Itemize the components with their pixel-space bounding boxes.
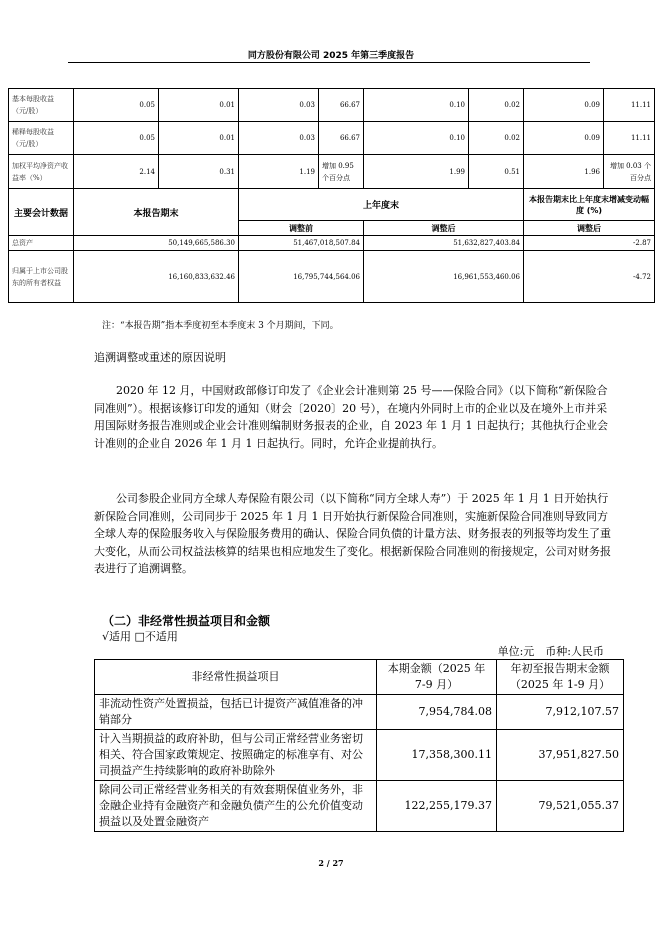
header-current-amount: 本期金额（2025 年 7-9 月） <box>377 660 497 695</box>
cell: 0.10 <box>364 122 469 155</box>
cell: 16,961,553,460.06 <box>364 251 524 303</box>
cell: 0.51 <box>469 155 524 189</box>
cell: 66.67 <box>319 89 364 122</box>
cell: 0.09 <box>524 89 604 122</box>
cell: 0.03 <box>239 122 319 155</box>
table-row <box>9 122 655 155</box>
cell: 0.31 <box>159 155 239 189</box>
cell: 16,795,744,564.06 <box>239 251 364 303</box>
table-row <box>9 155 655 189</box>
cell: -2.87 <box>524 236 655 251</box>
cell: 1.99 <box>364 155 469 189</box>
key-financial-table <box>8 88 655 303</box>
table-header-row <box>9 189 655 221</box>
header-ytd-amount: 年初至报告期末金额（2025 年 1-9 月） <box>497 660 624 695</box>
table-row <box>95 781 624 832</box>
row-label: 总资产 <box>9 236 74 251</box>
subheader-before: 调整前 <box>239 221 364 236</box>
cell: 0.05 <box>74 122 159 155</box>
cell: 66.67 <box>319 122 364 155</box>
non-recurring-table <box>94 659 624 832</box>
section-heading: 追溯调整或重述的原因说明 <box>94 351 226 364</box>
cell: 0.05 <box>74 89 159 122</box>
subheader-after: 调整后 <box>364 221 524 236</box>
row-label: 基本每股收益（元/股） <box>9 89 74 122</box>
header-item: 非经常性损益项目 <box>95 660 377 695</box>
cell: 0.02 <box>469 89 524 122</box>
page-number: 2 / 27 <box>318 858 344 868</box>
cell: 51,467,018,507.84 <box>239 236 364 251</box>
cell: -4.72 <box>524 251 655 303</box>
cell: 0.03 <box>239 89 319 122</box>
header-change: 本报告期末比上年度末增减变动幅度 (%) <box>524 189 655 221</box>
cell: 增加 0.03 个百分点 <box>604 155 655 189</box>
amount-cell: 122,255,179.37 <box>377 781 497 832</box>
amount-cell: 79,521,055.37 <box>497 781 624 832</box>
table-row <box>95 730 624 781</box>
cell: 1.96 <box>524 155 604 189</box>
item-cell: 非流动性资产处置损益，包括已计提资产减值准备的冲销部分 <box>95 695 377 730</box>
row-label: 稀释每股收益（元/股） <box>9 122 74 155</box>
row-label: 加权平均净资产收益率（%） <box>9 155 74 189</box>
row-label: 归属于上市公司股东的所有者权益 <box>9 251 74 303</box>
header-indicator: 主要会计数据 <box>9 189 74 236</box>
cell: 增加 0.95 个百分点 <box>319 155 364 189</box>
header-last-year-end: 上年度末 <box>239 189 524 221</box>
cell: 51,632,827,403.84 <box>364 236 524 251</box>
cell: 50,149,665,586.30 <box>74 236 239 251</box>
table-row <box>9 236 655 251</box>
cell: 16,160,833,632.46 <box>74 251 239 303</box>
table-row <box>95 695 624 730</box>
amount-cell: 7,912,107.57 <box>497 695 624 730</box>
item-cell: 计入当期损益的政府补助，但与公司正常经营业务密切相关、符合国家政策规定、按照确定的标准享有、对公司损益产生持续影响的政府补助除外 <box>95 730 377 781</box>
header-current: 本报告期末 <box>74 189 239 236</box>
cell: 2.14 <box>74 155 159 189</box>
cell: 1.19 <box>239 155 319 189</box>
cell: 11.11 <box>604 89 655 122</box>
subheader-after-2: 调整后 <box>524 221 655 236</box>
amount-cell: 37,951,827.50 <box>497 730 624 781</box>
table-row <box>9 89 655 122</box>
amount-cell: 7,954,784.08 <box>377 695 497 730</box>
paragraph-2: 公司参股企业同方全球人寿保险有限公司（以下简称“同方全球人寿”）于 2025 年 1 月 1 日开始执行新保险合同准则，公司同步于 2025 年 1 月 1 日开始执行新保险合同准则，实施新保险合同准则导致同方全球人寿的保险服务收入与保险服务费用的确认、保险合同负债的计量方法、财务报表的列报等均发生了重大变化，从而公司权益法核算的结果也相应地发生了变化。根据新保险合同准则的衔接规定，公司对财务报表进行了追溯调整。 <box>94 492 611 575</box>
section-2-title: （二）非经常性损益项目和金额 <box>102 614 271 628</box>
table-row <box>9 251 655 303</box>
cell: 0.09 <box>524 122 604 155</box>
cell: 0.10 <box>364 89 469 122</box>
paragraph-1: 2020 年 12 月，中国财政部修订印发了《企业会计准则第 25 号——保险合同》（以下简称“新保险合同准则”）。根据该修订印发的通知（财会〔2020〕20 号），在境内外同时上市的企业以及在境外上市并采用国际财务报告准则或企业会计准则编制财务报表的企业，自 2023 年 1 月 1 日起执行；其他执行企业会计准则的企业自 2026 年 1 月 1 日起执行。同时，允许企业提前执行。 <box>94 384 608 450</box>
unit-label: 单位:元 币种:人民币 <box>497 645 604 658</box>
amount-cell: 17,358,300.11 <box>377 730 497 781</box>
cell: 0.02 <box>469 122 524 155</box>
table-note: 注：“本报告期”指本季度初至本季度末 3 个月期间，下同。 <box>102 321 339 331</box>
cell: 0.01 <box>159 89 239 122</box>
cell: 0.01 <box>159 122 239 155</box>
cell: 11.11 <box>604 122 655 155</box>
applicable-checkbox: √适用 □不适用 <box>102 630 178 643</box>
table-header-row <box>95 660 624 695</box>
item-cell: 除同公司正常经营业务相关的有效套期保值业务外，非金融企业持有金融资产和金融负债产生的公允价值变动损益以及处置金融资产 <box>95 781 377 832</box>
header-rule <box>68 62 590 63</box>
page-header-title: 同方股份有限公司 2025 年第三季度报告 <box>247 51 415 61</box>
